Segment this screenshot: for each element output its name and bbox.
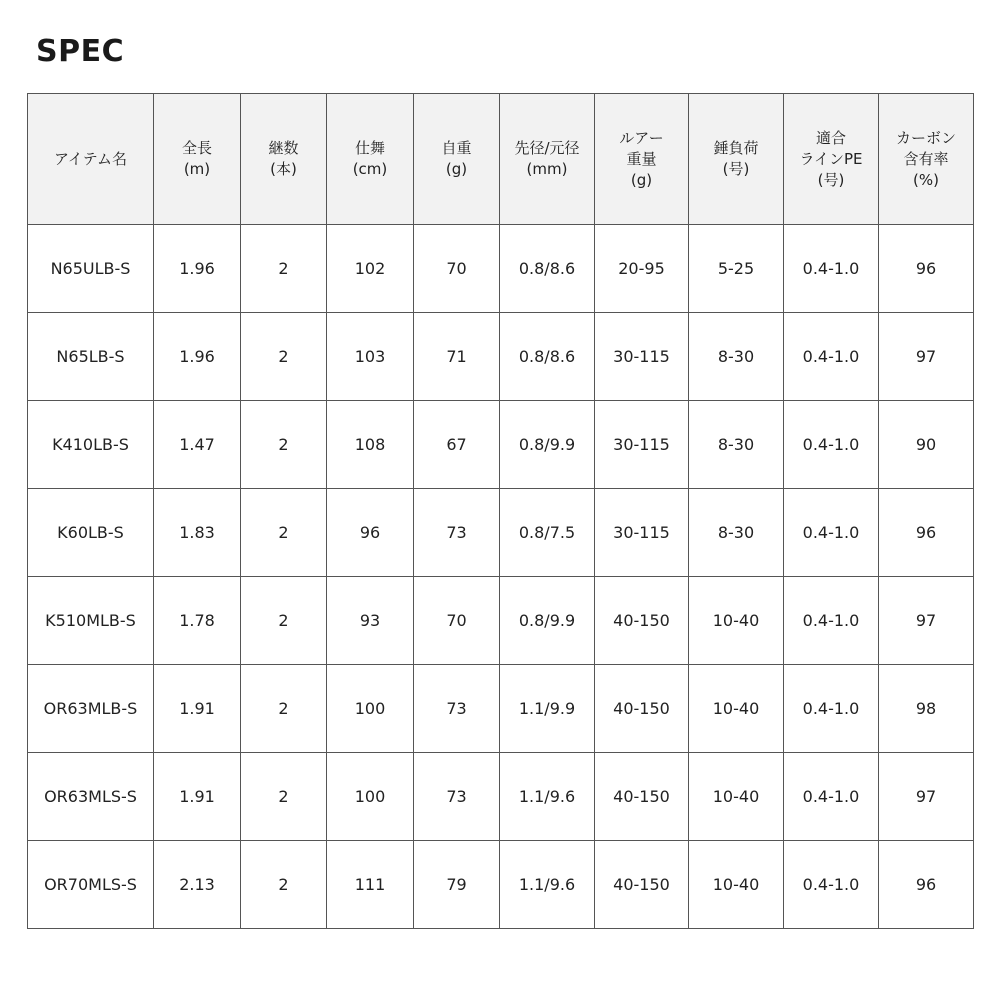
column-header-line: 継数 — [268, 139, 299, 157]
page-title: SPEC — [36, 34, 125, 69]
table-cell: 0.4-1.0 — [784, 225, 879, 313]
column-header-line: 自重 — [441, 139, 472, 157]
table-row — [28, 577, 974, 665]
table-cell: 70 — [414, 577, 500, 665]
column-header — [689, 94, 784, 225]
table-cell: 2 — [241, 401, 327, 489]
column-header-line: 仕舞 — [354, 139, 385, 157]
item-name-cell: K60LB-S — [28, 489, 154, 577]
column-header-line: (m) — [183, 160, 211, 178]
table-cell: 1.78 — [154, 577, 241, 665]
column-header — [154, 94, 241, 225]
column-header — [241, 94, 327, 225]
table-cell: 2 — [241, 489, 327, 577]
column-header-line: (g) — [630, 170, 653, 189]
item-name-cell: N65ULB-S — [28, 225, 154, 313]
table-cell: 1.1/9.6 — [500, 841, 595, 929]
column-header-line: カーボン — [895, 128, 956, 147]
table-cell: 0.4-1.0 — [784, 577, 879, 665]
table-cell: 98 — [879, 665, 974, 753]
table-cell: 96 — [327, 489, 414, 577]
header-row — [28, 94, 974, 225]
column-header — [595, 94, 689, 225]
table-cell: 30-115 — [595, 313, 689, 401]
table-cell: 0.4-1.0 — [784, 401, 879, 489]
column-header-line: (cm) — [352, 160, 388, 178]
table-cell: 5-25 — [689, 225, 784, 313]
table-cell: 100 — [327, 665, 414, 753]
table-cell: 79 — [414, 841, 500, 929]
item-name-cell: N65LB-S — [28, 313, 154, 401]
table-cell: 103 — [327, 313, 414, 401]
column-header-line: (mm) — [526, 160, 568, 178]
table-cell: 73 — [414, 489, 500, 577]
column-header — [28, 94, 154, 225]
table-cell: 90 — [879, 401, 974, 489]
table-cell: 8-30 — [689, 489, 784, 577]
table-cell: 10-40 — [689, 753, 784, 841]
table-cell: 96 — [879, 225, 974, 313]
table-cell: 1.1/9.9 — [500, 665, 595, 753]
column-header-line: (号) — [817, 170, 845, 189]
spec-table — [27, 93, 974, 929]
column-header — [879, 94, 974, 225]
item-name-cell: OR63MLB-S — [28, 665, 154, 753]
table-row — [28, 401, 974, 489]
table-cell: 67 — [414, 401, 500, 489]
table-cell: 10-40 — [689, 665, 784, 753]
table-cell: 96 — [879, 489, 974, 577]
item-name-cell: K410LB-S — [28, 401, 154, 489]
item-name-cell: OR70MLS-S — [28, 841, 154, 929]
table-cell: 97 — [879, 313, 974, 401]
column-header-line: (本) — [270, 160, 297, 178]
table-cell: 8-30 — [689, 313, 784, 401]
table-cell: 2.13 — [154, 841, 241, 929]
column-header-line: (%) — [913, 170, 939, 189]
table-cell: 1.1/9.6 — [500, 753, 595, 841]
table-cell: 0.4-1.0 — [784, 841, 879, 929]
table-cell: 1.96 — [154, 313, 241, 401]
table-cell: 97 — [879, 577, 974, 665]
column-header-line: アイテム名 — [54, 149, 127, 168]
column-header-line: 含有率 — [903, 149, 949, 168]
column-header-line: ルアー — [619, 128, 664, 147]
table-cell: 0.4-1.0 — [784, 489, 879, 577]
column-header-line: 錘負荷 — [713, 139, 759, 157]
table-row — [28, 841, 974, 929]
column-header-line: (g) — [445, 160, 468, 178]
table-cell: 1.47 — [154, 401, 241, 489]
table-cell: 8-30 — [689, 401, 784, 489]
table-cell: 40-150 — [595, 577, 689, 665]
table-cell: 1.91 — [154, 665, 241, 753]
table-cell: 0.4-1.0 — [784, 753, 879, 841]
item-name-cell: OR63MLS-S — [28, 753, 154, 841]
table-cell: 30-115 — [595, 489, 689, 577]
column-header-line: 重量 — [626, 149, 657, 168]
table-header — [28, 94, 974, 225]
table-cell: 40-150 — [595, 665, 689, 753]
table-row — [28, 753, 974, 841]
table-row — [28, 225, 974, 313]
table-row — [28, 313, 974, 401]
table-cell: 1.96 — [154, 225, 241, 313]
table-cell: 70 — [414, 225, 500, 313]
table-cell: 2 — [241, 577, 327, 665]
table-cell: 0.8/7.5 — [500, 489, 595, 577]
table-cell: 102 — [327, 225, 414, 313]
column-header-line: 先径/元径 — [514, 139, 580, 157]
table-cell: 2 — [241, 753, 327, 841]
table-cell: 71 — [414, 313, 500, 401]
table-cell: 30-115 — [595, 401, 689, 489]
table-cell: 10-40 — [689, 841, 784, 929]
table-cell: 40-150 — [595, 841, 689, 929]
table-cell: 40-150 — [595, 753, 689, 841]
table-cell: 20-95 — [595, 225, 689, 313]
table-cell: 73 — [414, 753, 500, 841]
table-body — [28, 225, 974, 929]
column-header-line: 適合 — [815, 128, 846, 147]
column-header-line: ラインPE — [799, 149, 863, 168]
column-header — [414, 94, 500, 225]
table-row — [28, 489, 974, 577]
item-name-cell: K510MLB-S — [28, 577, 154, 665]
table-cell: 108 — [327, 401, 414, 489]
table-cell: 2 — [241, 313, 327, 401]
table-cell: 93 — [327, 577, 414, 665]
table-cell: 2 — [241, 665, 327, 753]
table-cell: 0.8/9.9 — [500, 577, 595, 665]
table-cell: 2 — [241, 225, 327, 313]
table-cell: 0.8/8.6 — [500, 225, 595, 313]
table-cell: 1.83 — [154, 489, 241, 577]
table-cell: 2 — [241, 841, 327, 929]
table-row — [28, 665, 974, 753]
table-cell: 96 — [879, 841, 974, 929]
table-cell: 0.8/9.9 — [500, 401, 595, 489]
table-cell: 10-40 — [689, 577, 784, 665]
table-cell: 100 — [327, 753, 414, 841]
column-header — [500, 94, 595, 225]
table-cell: 0.4-1.0 — [784, 665, 879, 753]
column-header-line: 全長 — [181, 139, 212, 157]
column-header — [327, 94, 414, 225]
table-cell: 73 — [414, 665, 500, 753]
column-header — [784, 94, 879, 225]
table-cell: 1.91 — [154, 753, 241, 841]
table-cell: 97 — [879, 753, 974, 841]
table-cell: 0.8/8.6 — [500, 313, 595, 401]
table-cell: 111 — [327, 841, 414, 929]
column-header-line: (号) — [722, 160, 750, 178]
table-cell: 0.4-1.0 — [784, 313, 879, 401]
